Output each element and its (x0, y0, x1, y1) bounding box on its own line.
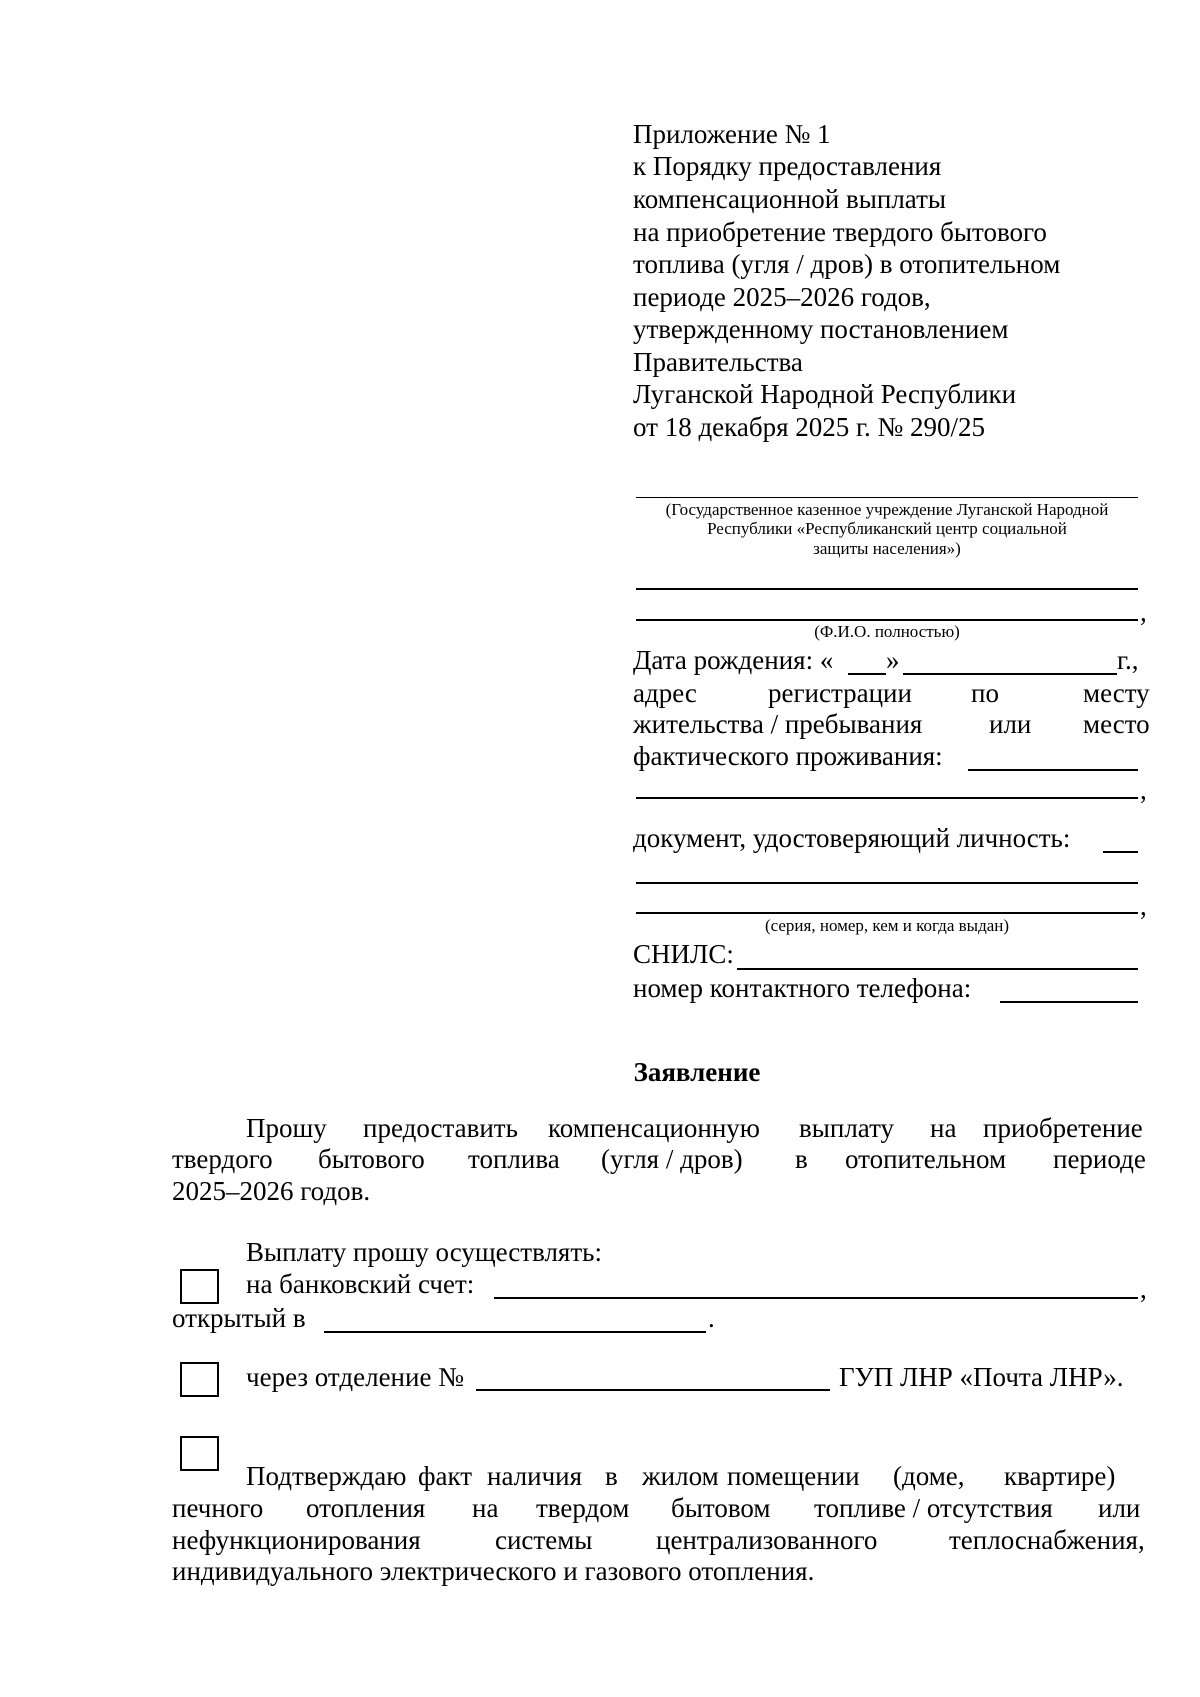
word: по (971, 678, 999, 708)
bank-account-checkbox[interactable] (180, 1269, 219, 1304)
comma: , (1140, 891, 1147, 921)
appendix-line: на приобретение твердого бытового (633, 217, 1047, 247)
word: жилом (642, 1461, 719, 1491)
statement-title: Заявление (633, 1057, 761, 1087)
word: жительства / пребывания (633, 709, 923, 739)
word: отопления (306, 1493, 426, 1523)
request-line-3: 2025–2026 годов. (172, 1176, 371, 1206)
appendix-line: утвержденному постановлением (633, 314, 1009, 344)
word: приобретение (983, 1113, 1143, 1143)
word: топливе / отсутствия (814, 1493, 1053, 1523)
appendix-line: компенсационной выплаты (633, 184, 947, 214)
word: или (1098, 1493, 1141, 1523)
word: (угля / дров) (601, 1144, 743, 1174)
phone-label: номер контактного телефона: (633, 973, 972, 1003)
appendix-line: к Порядку предоставления (633, 151, 942, 181)
word: бытового (318, 1144, 425, 1174)
institution-caption-line: защиты населения») (813, 539, 961, 558)
word: (доме, (893, 1461, 965, 1491)
bank-account-label: на банковский счет: (246, 1269, 475, 1299)
appendix-line: Правительства (633, 347, 803, 377)
snils-field-line[interactable] (737, 968, 1138, 970)
word: в (795, 1144, 808, 1174)
post-office-number-field[interactable] (476, 1389, 830, 1391)
confirm-line-4: индивидуального электрического и газового отопления. (172, 1556, 815, 1586)
word: Прошу (246, 1113, 327, 1143)
document-field-line-1[interactable] (1103, 851, 1138, 853)
comma: , (1140, 775, 1147, 805)
post-office-label: через отделение № (246, 1362, 464, 1392)
address-line-3: фактического проживания: (633, 741, 943, 771)
post-office-suffix: ГУП ЛНР «Почта ЛНР». (839, 1362, 1124, 1392)
word: адрес (633, 678, 697, 708)
document-caption: (серия, номер, кем и когда выдан) (764, 916, 1010, 935)
bank-name-field-line[interactable] (324, 1331, 706, 1333)
word: топлива (468, 1144, 560, 1174)
word: в (605, 1461, 618, 1491)
word: на (472, 1493, 499, 1523)
appendix-line: топлива (угля / дров) в отопительном (633, 249, 1061, 279)
word: твердого (172, 1144, 273, 1174)
word: регистрации (768, 678, 912, 708)
word: бытовом (671, 1493, 771, 1523)
word: отопительном (845, 1144, 1007, 1174)
comma: , (1140, 597, 1147, 627)
post-office-checkbox[interactable] (180, 1362, 219, 1397)
bank-opened-label: открытый в (172, 1303, 306, 1333)
institution-field-line[interactable] (636, 497, 1138, 498)
word: или (989, 709, 1032, 739)
word: централизованного (656, 1525, 878, 1555)
phone-field-line[interactable] (1000, 1001, 1138, 1003)
word: твердом (536, 1493, 630, 1523)
document-label: документ, удостоверяющий личность: (633, 823, 1071, 853)
word: помещении (727, 1461, 860, 1491)
word: периоде (1053, 1144, 1146, 1174)
comma: , (1140, 1274, 1147, 1304)
appendix-line: Луганской Народной Республики (633, 379, 1017, 409)
word: факт (418, 1461, 473, 1491)
word: компенсационную (548, 1113, 760, 1143)
appendix-line: периоде 2025–2026 годов, (633, 282, 931, 312)
word: теплоснабжения, (949, 1525, 1145, 1555)
fio-caption: (Ф.И.О. полностью) (814, 622, 960, 641)
payment-intro: Выплату прошу осуществлять: (246, 1237, 602, 1267)
word: наличия (487, 1461, 583, 1491)
address-field-line-2[interactable] (636, 797, 1138, 799)
birth-date-quote: » (886, 645, 900, 675)
address-field-line-1[interactable] (968, 769, 1138, 771)
word: место (1083, 709, 1150, 739)
confirmation-checkbox[interactable] (180, 1436, 219, 1471)
institution-caption-line: Республики «Республиканский центр социальной (707, 519, 1067, 538)
document-field-line-3[interactable] (636, 912, 1138, 914)
word: месту (1083, 678, 1150, 708)
document-field-line-2[interactable] (636, 882, 1138, 884)
word: печного (172, 1493, 264, 1523)
word: Подтверждаю (246, 1461, 407, 1491)
birth-month-field[interactable] (903, 673, 1117, 675)
institution-caption-line: (Государственное казенное учреждение Луганской Народной (665, 500, 1109, 519)
word: квартире) (1004, 1461, 1116, 1491)
appendix-line: от 18 декабря 2025 г. № 290/25 (633, 412, 986, 442)
word: системы (495, 1525, 593, 1555)
word: предоставить (363, 1113, 518, 1143)
word: выплату (799, 1113, 895, 1143)
fio-field-line-1[interactable] (636, 588, 1138, 590)
birth-date-label: Дата рождения: « (633, 645, 834, 675)
period: . (708, 1303, 715, 1333)
fio-field-line-2[interactable] (636, 619, 1138, 621)
snils-label: СНИЛС: (633, 939, 734, 969)
birth-day-field[interactable] (848, 673, 886, 675)
birth-year-suffix: г., (1117, 645, 1139, 675)
word: на (930, 1113, 957, 1143)
word: нефункционирования (172, 1525, 421, 1555)
appendix-line: Приложение № 1 (633, 119, 831, 149)
bank-account-field-line[interactable] (494, 1297, 1138, 1299)
